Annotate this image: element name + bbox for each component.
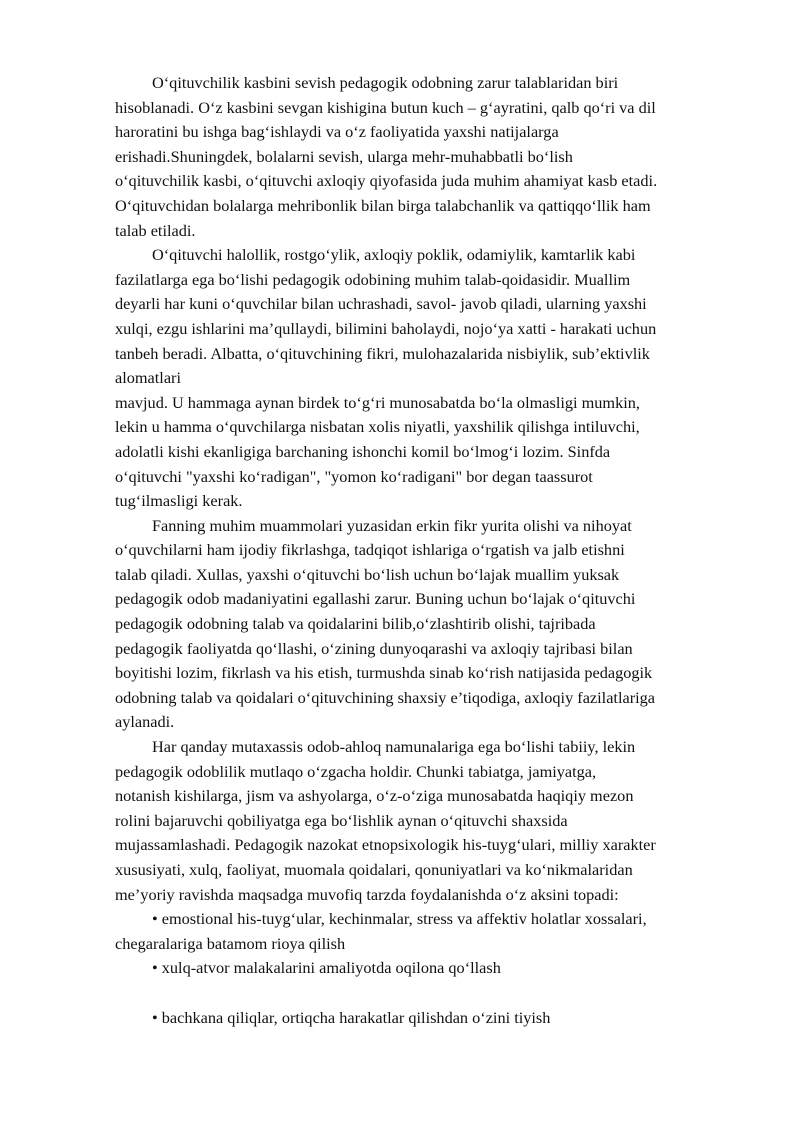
text-line: aylanadi.	[115, 712, 175, 732]
text-line: deyarli har kuni o‘quvchilar bilan uchrashadi, savol- javob qiladi, ularning yaxshi	[115, 294, 647, 314]
text-line: me’yoriy ravishda maqsadga muvofiq tarzda foydalanishda o‘z aksini topadi:	[115, 884, 619, 904]
text-line: mavjud. U hammaga aynan birdek to‘g‘ri munosabatda bo‘la olmasligi mumkin,	[115, 392, 640, 412]
text-line: fazilatlarga ega bo‘lishi pedagogik odobining muhim talab-qoidasidir. Muallim	[115, 269, 631, 289]
text-line: Har qanday mutaxassis odob-ahloq namunalariga ega bo‘lishi tabiiy, lekin	[152, 737, 636, 757]
text-line: o‘qituvchi "yaxshi ko‘radigan", "yomon ko‘radigani" bor degan taassurot	[115, 466, 593, 486]
text-line: alomatlari	[115, 368, 181, 388]
text-line: xususiyati, xulq, faoliyat, muomala qoidalari, qonuniyatlari va ko‘nikmalaridan	[115, 860, 633, 879]
text-line: odobning talab va qoidalari o‘qituvchining shaxsiy e’tiqodiga, axloqiy fazilatlariga	[115, 687, 656, 707]
text-line: hisoblanadi. O‘z kasbini sevgan kishigina butun kuch – g‘ayratini, qalb qo‘ri va dil	[115, 97, 656, 117]
text-line: talab etiladi.	[115, 220, 196, 240]
text-line: erishadi.Shuningdek, bolalarni sevish, ularga mehr-muhabbatli bo‘lish	[115, 146, 573, 166]
text-line: xulqi, ezgu ishlarini ma’qullaydi, bilimini baholaydi, nojo‘ya xatti - harakati uchun	[115, 318, 657, 338]
text-line: lekin u hamma o‘quvchilarga nisbatan xolis niyatli, yaxshilik qilishga intiluvchi,	[115, 417, 640, 437]
text-line: tanbeh beradi. Albatta, o‘qituvchining fikri, mulohazalarida nisbiylik, sub’ektivlik	[115, 343, 650, 363]
text-line: pedagogik odob madaniyatini egallashi zarur. Buning uchun bo‘lajak o‘qituvchi	[115, 589, 636, 609]
text-line: pedagogik odoblilik mutlaqo o‘zgacha holdir. Chunki tabiatga, jamiyatga,	[115, 761, 597, 781]
text-line: pedagogik faoliyatda qo‘llashi, o‘zining dunyoqarashi va axloqiy tajribasi bilan	[115, 638, 633, 658]
text-line: O‘qituvchidan bolalarga mehribonlik bilan birga talabchanlik va qattiqqo‘llik ham	[115, 195, 651, 215]
text-line: chegaralariga batamom rioya qilish	[115, 933, 346, 953]
text-line: o‘quvchilarni ham ijodiy fikrlashga, tadqiqot ishlariga o‘rgatish va jalb etishni	[115, 540, 625, 560]
text-line: • xulq-atvor malakalarini amaliyotda oqilona qo‘llash	[152, 958, 501, 978]
text-line: • bachkana qiliqlar, ortiqcha harakatlar qilishdan o‘zini tiyish	[152, 1007, 551, 1027]
text-line: • emostional his-tuyg‘ular, kechinmalar, stress va affektiv holatlar xossalari,	[152, 909, 647, 929]
text-line: adolatli kishi ekanligiga barchaning ishonchi komil bo‘lmog‘i lozim. Sinfda	[115, 441, 611, 461]
text-line: Fanning muhim muammolari yuzasidan erkin fikr yurita olishi va nihoyat	[152, 515, 632, 535]
text-line: mujassamlashadi. Pedagogik nazokat etnopsixologik his-tuyg‘ulari, milliy xarakter	[115, 835, 656, 855]
text-line: rolini bajaruvchi qobiliyatga ega bo‘lishlik aynan o‘qituvchi shaxsida	[115, 810, 568, 830]
blank-line	[115, 981, 745, 1006]
text-line: o‘qituvchilik kasbi, o‘qituvchi axloqiy qiyofasida juda muhim ahamiyat kasb etadi.	[115, 171, 658, 191]
text-line: O‘qituvchi halollik, rostgo‘ylik, axloqiy poklik, odamiylik, kamtarlik kabi	[152, 245, 636, 265]
document-page	[115, 71, 745, 1030]
text-line: pedagogik odobning talab va qoidalarini bilib,o‘zlashtirib olishi, tajribada	[115, 614, 596, 634]
text-line: boyitishi lozim, fikrlash va his etish, turmushda sinab ko‘rish natijasida pedagogik	[115, 663, 653, 683]
text-line: tug‘ilmasligi kerak.	[115, 491, 243, 511]
text-line: O‘qituvchilik kasbini sevish pedagogik odobning zarur talablaridan biri	[152, 73, 619, 92]
text-line: talab qiladi. Xullas, yaxshi o‘qituvchi bo‘lish uchun bo‘lajak muallim yuksak	[115, 564, 620, 584]
text-line: haroratini bu ishga bag‘ishlaydi va o‘z faoliyatida yaxshi natijalarga	[115, 122, 559, 142]
text-line: notanish kishilarga, jism va ashyolarga, o‘z-o‘ziga munosabatda haqiqiy mezon	[115, 786, 634, 806]
